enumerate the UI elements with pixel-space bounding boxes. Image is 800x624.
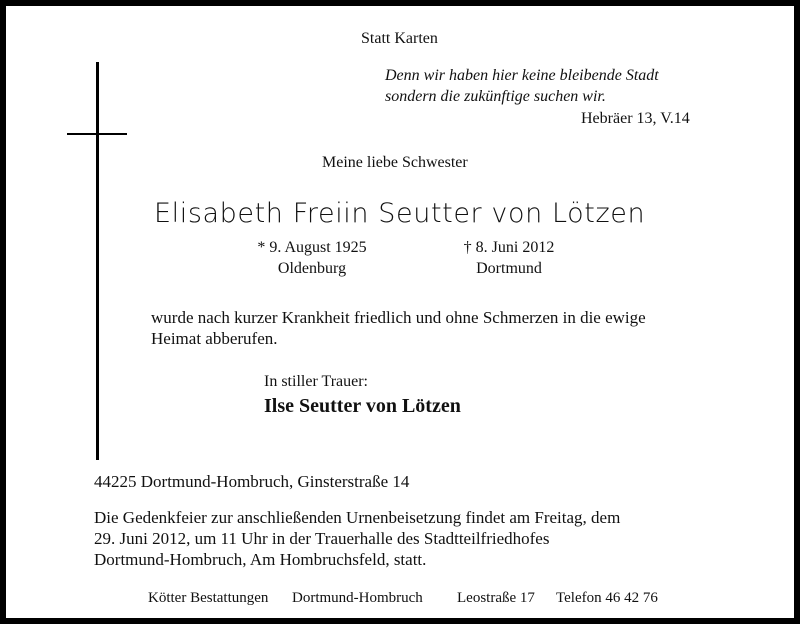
ceremony-line-2: 29. Juni 2012, um 11 Uhr in der Trauerhalle des Stadtteilfriedhofes [94, 529, 550, 548]
intro-text: Meine liebe Schwester [322, 154, 468, 171]
statt-karten-label: Statt Karten [361, 30, 438, 47]
cross-vertical-bar [96, 62, 99, 460]
quote-source: Hebräer 13, V.14 [581, 110, 690, 127]
mourning-label: In stiller Trauer: [264, 373, 368, 390]
birth-place: Oldenburg [277, 260, 347, 277]
ceremony-line-3: Dortmund-Hombruch, Am Hombruchsfeld, statt. [94, 550, 427, 569]
death-date: † 8. Juni 2012 [463, 239, 555, 256]
death-place: Dortmund [476, 260, 542, 277]
footer-company: Kötter Bestattungen [148, 590, 269, 606]
footer-phone: Telefon 46 42 76 [556, 590, 658, 606]
footer-street: Leostraße 17 [457, 590, 535, 606]
footer-district: Dortmund-Hombruch [292, 590, 423, 606]
quote-line-2: sondern die zukünftige suchen wir. [385, 88, 606, 105]
body-line-1: wurde nach kurzer Krankheit friedlich und ohne Schmerzen in die ewige [151, 308, 646, 327]
cross-horizontal-bar [67, 133, 127, 135]
deceased-name: Elisabeth Freiin Seutter von Lötzen [154, 198, 646, 229]
mourner-name: Ilse Seutter von Lötzen [264, 395, 461, 417]
body-line-2: Heimat abberufen. [151, 329, 278, 348]
address: 44225 Dortmund-Hombruch, Ginsterstraße 14 [94, 472, 410, 491]
birth-date: * 9. August 1925 [257, 239, 367, 256]
ceremony-line-1: Die Gedenkfeier zur anschließenden Urnenbeisetzung findet am Freitag, dem [94, 508, 621, 527]
quote-line-1: Denn wir haben hier keine bleibende Stadt [385, 67, 659, 84]
